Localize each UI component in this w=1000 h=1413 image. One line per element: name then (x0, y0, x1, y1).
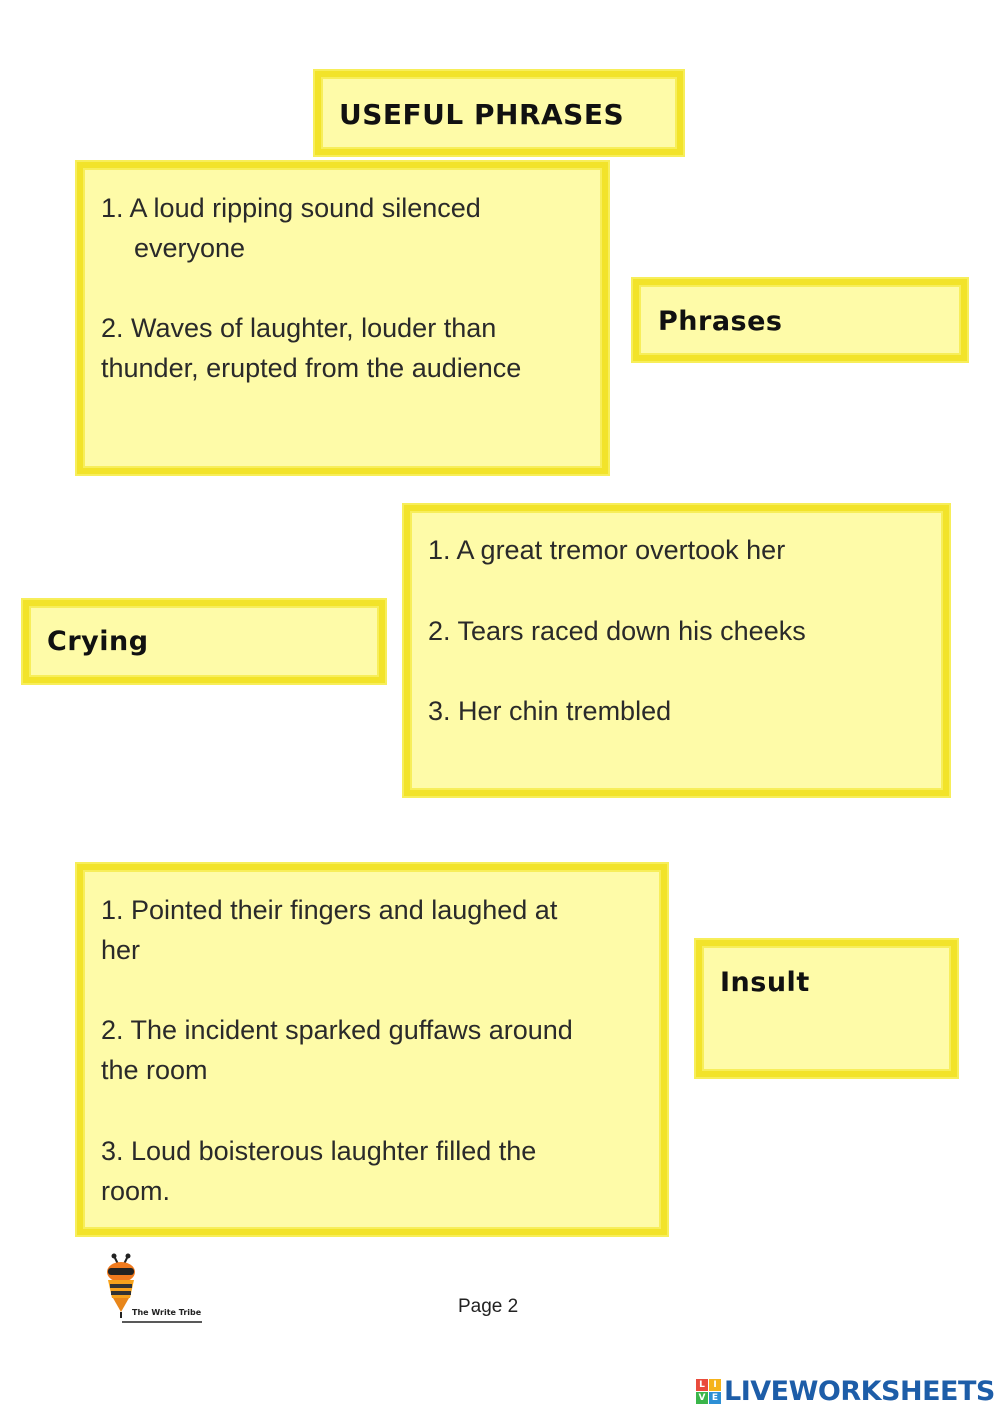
phrase-line: room. (101, 1176, 171, 1206)
phrase-line: 2. Waves of laughter, louder than (101, 313, 497, 343)
phrase-line: the room (101, 1055, 208, 1085)
category-label-insult: Insult (720, 967, 810, 998)
brand-badge-icon (696, 1379, 721, 1404)
category-label-crying: Crying (47, 626, 149, 657)
badge-letter: L (696, 1379, 708, 1391)
category-label-phrases: Phrases (658, 306, 783, 337)
badge-letter: V (696, 1392, 708, 1404)
liveworksheets-brand[interactable] (696, 1376, 995, 1407)
phrase-line: 1. Pointed their fingers and laughed at (101, 895, 558, 925)
phrase-line: 2. Tears raced down his cheeks (428, 616, 806, 646)
phrase-line: 3. Her chin trembled (428, 696, 672, 726)
phrase-line: 1. A great tremor overtook her (428, 535, 786, 565)
phrase-line: 3. Loud boisterous laughter filled the (101, 1136, 537, 1166)
phrase-line: 1. A loud ripping sound silenced (101, 193, 481, 223)
page-title: USEFUL PHRASES (339, 98, 625, 131)
phrase-line: her (101, 935, 141, 965)
badge-letter: I (709, 1379, 721, 1391)
badge-letter: E (709, 1392, 721, 1404)
phrase-line: thunder, erupted from the audience (101, 353, 522, 383)
label-box-insult (696, 940, 957, 1077)
write-tribe-logo (96, 1252, 208, 1326)
logo-text: The Write Tribe (132, 1308, 202, 1317)
phrase-line: 2. The incident sparked guffaws around (101, 1015, 573, 1045)
phrase-line: everyone (134, 233, 246, 263)
page-number: Page 2 (458, 1296, 519, 1317)
brand-wordmark: LIVEWORKSHEETS (724, 1376, 995, 1407)
